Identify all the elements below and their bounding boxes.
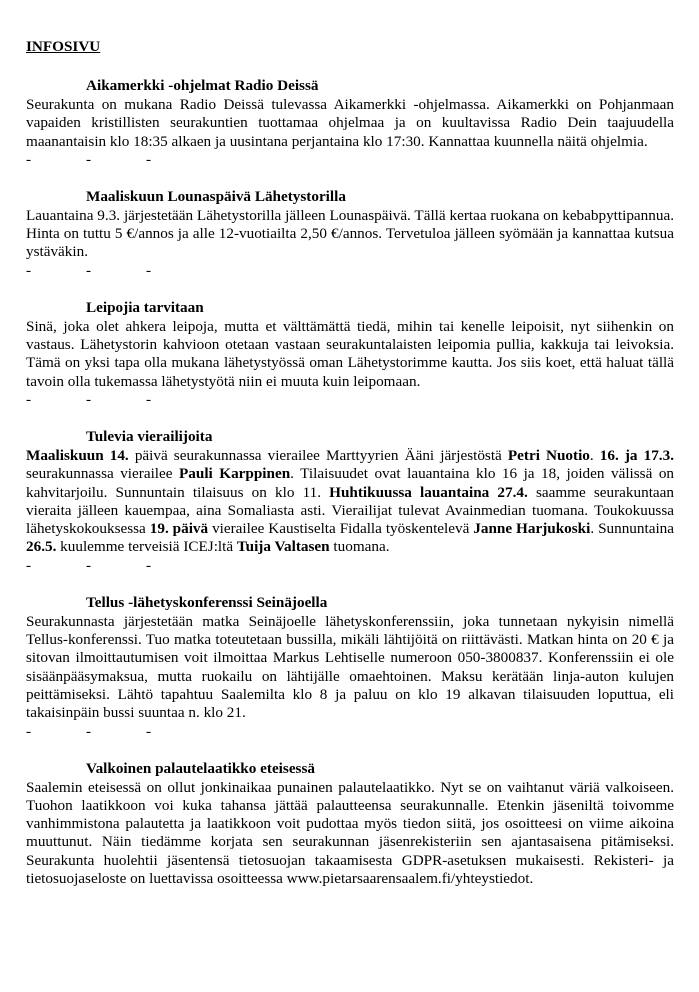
text-run: saamme seurakuntaan vieraita jälleen kauempaa, aina Somaliasta asti. Vierailijat tulevat Avainmedian tuomana. Toukokuussa lähetyskokouksessa [26, 483, 674, 538]
info-section [26, 759, 674, 889]
text-run: . Sunnuntaina [590, 520, 674, 538]
section-heading: Tellus -lähetyskonferenssi Seinäjoella [86, 593, 328, 611]
text-run: . [589, 446, 600, 464]
dash-mark: - [86, 722, 92, 740]
bold-text-run: 19. päivä [149, 520, 209, 538]
dash-mark: - [86, 556, 92, 574]
dash-separator [26, 391, 674, 409]
dash-mark: - [86, 261, 92, 279]
section-heading: Aikamerkki -ohjelmat Radio Deissä [86, 77, 319, 94]
section-paragraph [26, 96, 674, 151]
bold-text-run: Janne Harjukoski [473, 520, 591, 538]
dash-mark: - [26, 722, 32, 740]
dash-mark: - [146, 722, 152, 740]
dash-mark: - [86, 390, 92, 408]
section-paragraph [26, 447, 674, 557]
section-paragraph [26, 779, 674, 889]
dash-separator [26, 557, 674, 575]
section-paragraph [26, 207, 674, 262]
dash-separator [26, 151, 674, 169]
dash-mark: - [26, 150, 32, 168]
bold-text-run: Petri Nuotio [507, 446, 590, 464]
dash-separator [26, 723, 674, 741]
text-run: Saalemin eteisessä on ollut jonkinaikaa punainen palautelaatikko. Nyt se on vaihtanut väriä valkoiseen. Tuohon laatikkoon voi kuka tahansa jättää palautteensa seurakunnalle. Etenkin jäseniltä toivomme vanhimmistona palautetta ja laatikkoon voit pudottaa myös tiedon siitä, jos osoitteesi on viime aikoina muuttunut. Näin tiedämme korjata sen seurakunnan jäsenrekisteriin sen ajantasaisena pitämiseksi. Seurakunta huolehtii jäsentensä tietosuojan takaamisesta GDPR-asetuksen mukaisesti. Rekisteri- ja tietosuojaseloste on luettavissa osoitteessa www.pietarsaarensaalem.fi/yhteystiedot. [26, 778, 674, 888]
text-run: vierailee Kaustiselta Fidalla työskentelevä [208, 520, 474, 538]
section-heading: Tulevia vierailijoita [86, 427, 213, 445]
text-run: Seurakunta on mukana Radio Deissä tulevassa Aikamerkki -ohjelmassa. Aikamerkki on Pohjanmaan vapaiden kristillisten seurakuntien tuottamaa ohjelmaa ja on kuultavissa Radio Dein taajuudella maanantaisin klo 18:35 alkaen ja uusintana perjantaina klo 17:30. Kannattaa kuunnella näitä ohjelmia. [26, 96, 674, 150]
text-run: . Tilaisuudet ovat lauantaina klo 16 ja 18, joiden välissä on kahvitarjoilu. Sunnuntain tilaisuus on klo 11. [26, 465, 675, 501]
bold-text-run: Pauli Karppinen [179, 465, 291, 483]
bold-text-run: Huhtikuussa lauantaina 27.4. [329, 483, 528, 501]
dash-mark: - [26, 556, 32, 574]
info-section [26, 298, 674, 409]
info-section [26, 76, 674, 169]
sections-container [26, 76, 674, 888]
dash-mark: - [146, 150, 152, 168]
bold-text-run: Tuija Valtasen [236, 538, 330, 556]
dash-separator [26, 262, 674, 280]
info-page [26, 36, 674, 906]
section-heading: Leipojia tarvitaan [86, 298, 204, 316]
dash-mark: - [86, 150, 92, 168]
dash-mark: - [146, 261, 152, 279]
section-heading: Maaliskuun Lounaspäivä Lähetystorilla [86, 187, 346, 205]
text-run: Seurakunnasta järjestetään matka Seinäjoelle lähetyskonferenssiin, joka tunnetaan nykyisin nimellä Tellus-konferenssi. Tuo matka toteutetaan bussilla, mikäli lähtijöitä on riittävästi. Matkan hinta on 20 € ja sitovan ilmoittautumisen voit ilmoittaa Markus Lehtiselle numeroon 050-3800837. Konferenssiin ei ole sisäänpääsymaksua, mutta ruokailu on lähtijälle omaehtoinen. Maksu kerätään linja-auton kulujen peittämiseksi. Lähtö tapahtuu Saalemilta klo 8 ja paluu on klo 19 alkavan tilaisuuden loputtua, eli takaisinpäin bussi suuntaa n. klo 21. [26, 612, 674, 722]
bold-text-run: 26.5. [26, 538, 57, 556]
info-section [26, 593, 674, 741]
bold-text-run: Maaliskuun 14. [26, 446, 129, 464]
info-section [26, 187, 674, 280]
section-heading: Valkoinen palautelaatikko eteisessä [86, 759, 315, 777]
info-section [26, 427, 674, 575]
dash-mark: - [146, 556, 152, 574]
dash-mark: - [146, 390, 152, 408]
dash-mark: - [26, 261, 32, 279]
text-run: Lauantaina 9.3. järjestetään Lähetystorilla jälleen Lounaspäivä. Tällä kertaa ruokana on kebabpyttipannua. Hinta on tuttu 5 €/annos ja alle 12-vuotiailta 2,50 €/annos. Tervetuloa jälleen syömään ja kannattaa kutsua ystäväkin. [26, 206, 674, 261]
text-run: tuomana. [329, 538, 390, 556]
text-run: seurakunnassa vierailee [26, 465, 179, 483]
text-run: Sinä, joka olet ahkera leipoja, mutta et välttämättä tiedä, mihin tai kenelle leipoisit, nyt siihenkin on vastaus. Lähetystorin kahvioon otetaan vastaan seurakuntalaisten leipomia pullia, kakkuja tai leivoksia. Tämä on yksi tapa olla mukana lähetystyössä oman Lähetystorimme kautta. Jos siis koet, että haluat tällä tavoin olla tukemassa lähetystyötä niin ei muuta kuin leipomaan. [26, 317, 674, 390]
section-paragraph [26, 318, 674, 391]
dash-mark: - [26, 390, 32, 408]
text-run: kuulemme terveisiä ICEJ:ltä [56, 538, 237, 556]
text-run: päivä seurakunnassa vierailee Marttyyrien Ääni järjestöstä [128, 446, 508, 464]
bold-text-run: 16. ja 17.3. [599, 446, 674, 464]
section-paragraph [26, 613, 674, 723]
page-title: INFOSIVU [26, 38, 101, 55]
